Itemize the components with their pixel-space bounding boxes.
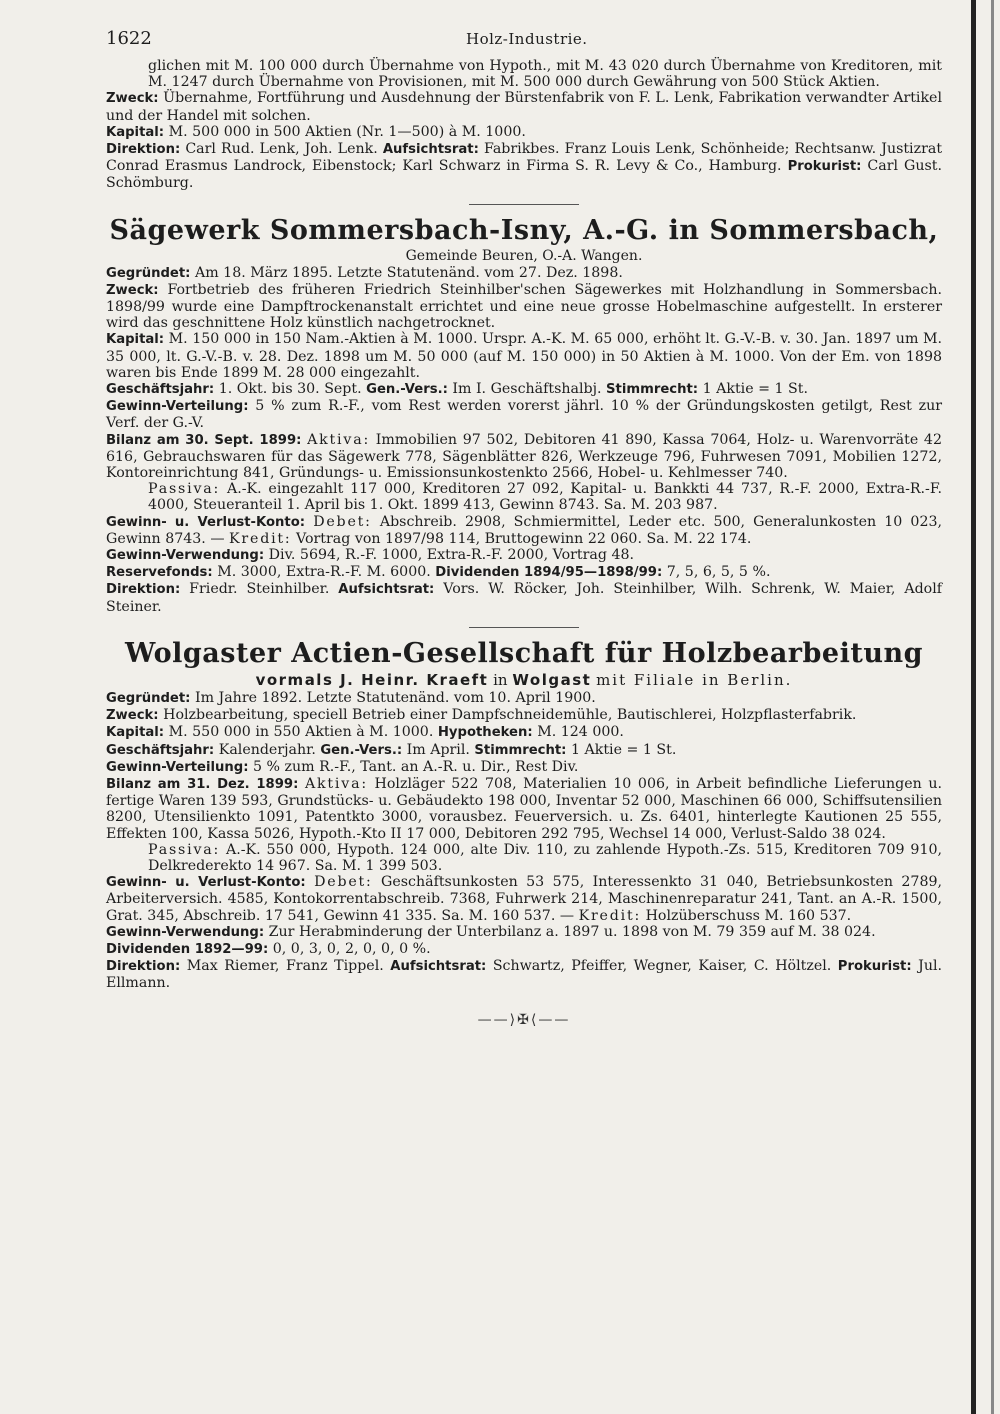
section-divider (469, 627, 579, 628)
entry-kapital: Kapital: M. 150 000 in 150 Nam.-Aktien à M. 1000. Urspr. A.-K. M. 65 000, erhöht lt. G.-V.-B. v. 30. Jan. 1897 um M. 35 000, lt. G.-V.-B. v. 28. Dez. 1898 um M. 50 000 (auf M. 150 000) in 50 Aktien à M. 1000. Von der Em. von 1898 waren bis Ende 1899 M. 28 000 eingezahlt. (106, 331, 943, 381)
end-ornament: ——⟩✠⟨—— (477, 1011, 571, 1028)
entry-direktion: Direktion: Friedr. Steinhilber. Aufsichtsrat: Vors. W. Röcker, Joh. Steinhilber, Wilh. Schrenk, W. Maier, Adolf Steiner. (106, 581, 943, 615)
company-subtitle: vormals J. Heinr. Kraeft in Wolgast mit Filiale in Berlin. (255, 670, 793, 689)
entry-bilanz-passiva: Passiva: A.-K. 550 000, Hypoth. 124 000, alte Div. 110, zu zahlende Hypoth.-Zs. 515, Kreditoren 709 910, Delkrederekto 14 967. Sa. M. 1 399 503. (148, 841, 943, 874)
entry-gewinn-verlust: Gewinn- u. Verlust-Konto: Debet: Abschreib. 2908, Schmiermittel, Leder etc. 500, Generalunkosten 10 023, Gewinn 8743. — Kredit: Vortrag von 1897/98 114, Bruttogewinn 22 060. Sa. M. 22 174. (106, 513, 943, 547)
entry-direktion: Direktion: Carl Rud. Lenk, Joh. Lenk. Aufsichtsrat: Fabrikbes. Franz Louis Lenk, Schönheide; Rechtsanw. Justizrat Conrad Erasmus Landrock, Eibenstock; Karl Schwarz in Firma S. R. Levy & Co., Hamburg. Prokurist: Carl Gust. Schömburg. (106, 141, 943, 192)
entry-reservefonds: Reservefonds: M. 3000, Extra-R.-F. M. 6000. Dividenden 1894/95—1898/99: 7, 5, 6, 5, 5 %. (106, 564, 771, 581)
document-page (106, 28, 942, 1028)
entry-gewinn-verteilung: Gewinn-Verteilung: 5 % zum R.-F., vom Rest werden vorerst jährl. 10 % der Gründungskosten getilgt, Rest zur Verf. der G.-V. (106, 398, 942, 432)
entry-gegruendet: Gegründet: Im Jahre 1892. Letzte Statutenänd. vom 10. April 1900. (106, 689, 596, 706)
entry-kapital: Kapital: M. 550 000 in 550 Aktien à M. 1000. Hypotheken: M. 124 000. (106, 724, 624, 741)
continuation-text: glichen mit M. 100 000 durch Übernahme von Hypoth., mit M. 43 020 durch Übernahme von Kreditoren, mit M. 1247 durch Übernahme von Provisionen, mit M. 500 000 durch Gewährung von 500 Stück Aktien. (148, 58, 942, 91)
entry-kapital: Kapital: M. 500 000 in 500 Aktien (Nr. 1—500) à M. 1000. (106, 123, 526, 140)
entry-geschaeftsjahr: Geschäftsjahr: Kalenderjahr. Gen.-Vers.: Im April. Stimmrecht: 1 Aktie = 1 St. (106, 741, 677, 758)
running-head: Holz-Industrie. (466, 30, 588, 48)
page-edge-shadow (971, 0, 976, 1414)
entry-wolgaster (106, 638, 942, 992)
company-title: Sägewerk Sommersbach-Isny, A.-G. in Sommersbach, (109, 214, 939, 246)
entry-zweck: Zweck: Übernahme, Fortführung und Ausdehnung der Bürstenfabrik von F. L. Lenk, Fabrikation verwandter Artikel und der Handel mit solchen. (106, 90, 942, 124)
entry-bilanz-aktiva: Bilanz am 30. Sept. 1899: Aktiva: Immobilien 97 502, Debitoren 41 890, Kassa 7064, Holz- u. Warenvorräte 42 616, Gebrauchswaren für das Sägewerk 778, Sägenblätter 826, Werkzeuge 796, Fuhrwesen 7091, Mobilien 1272, Kontoreinrichtung 841, Gründungs- u. Emissionsunkostenkto 2566, Hobel- u. Kehlmesser 740. (106, 431, 942, 482)
entry-saegewerk (106, 215, 942, 615)
section-divider (469, 204, 579, 205)
entry-gegruendet: Gegründet: Am 18. März 1895. Letzte Statutenänd. vom 27. Dez. 1898. (106, 264, 623, 281)
entry-bilanz-passiva: Passiva: A.-K. eingezahlt 117 000, Kreditoren 27 092, Kapital- u. Bankkti 44 737, R.-F. 2000, Extra-R.-F. 4000, Steueranteil 1. April bis 1. Okt. 1899 413, Gewinn 8743. Sa. M. 203 987. (148, 481, 942, 514)
page-edge-line (991, 0, 994, 1414)
entry-direktion: Direktion: Max Riemer, Franz Tippel. Aufsichtsrat: Schwartz, Pfeiffer, Wegner, Kaiser, C. Höltzel. Prokurist: Jul. Ellmann. (106, 958, 943, 992)
entry-geschaeftsjahr: Geschäftsjahr: 1. Okt. bis 30. Sept. Gen.-Vers.: Im I. Geschäftshalbj. Stimmrecht: 1 Aktie = 1 St. (106, 381, 808, 398)
entry-gewinn-verwendung: Gewinn-Verwendung: Zur Herabminderung der Unterbilanz a. 1897 u. 1898 von M. 79 359 auf M. 38 024. (106, 923, 876, 940)
entry-bilanz-aktiva: Bilanz am 31. Dez. 1899: Aktiva: Holzläger 522 708, Materialien 10 006, in Arbeit befindliche Lieferungen u. fertige Waren 139 593, Grundstücks- u. Gebäudekto 198 000, Inventar 52 000, Maschinen 66 000, Schiffsutensilien 8200, Utensilienkto 1091, Patentkto 3000, vorausbez. Feuerversich. u. Zs. 6401, hinterlegte Kautionen 25 555, Effekten 100, Kassa 5026, Hypoth.-Kto II 17 000, Debitoren 292 795, Wechsel 14 000, Verlust-Saldo 38 024. (106, 775, 942, 842)
company-title: Wolgaster Actien-Gesellschaft für Holzbearbeitung (125, 637, 923, 669)
page-header (106, 28, 942, 58)
entry-dividenden: Dividenden 1892—99: 0, 0, 3, 0, 2, 0, 0, 0 %. (106, 940, 431, 957)
entry-gewinn-verwendung: Gewinn-Verwendung: Div. 5694, R.-F. 1000, Extra-R.-F. 2000, Vortrag 48. (106, 547, 635, 564)
entry-gewinn-verteilung: Gewinn-Verteilung: 5 % zum R.-F., Tant. an A.-R. u. Dir., Rest Div. (106, 758, 579, 775)
entry-zweck: Zweck: Holzbearbeitung, speciell Betrieb einer Dampfschneidemühle, Bautischlerei, Holzpflasterfabrik. (106, 707, 857, 724)
entry-zweck: Zweck: Fortbetrieb des früheren Friedrich Steinhilber'schen Sägewerkes mit Holzhandlung in Sommersbach. 1898/99 wurde eine Dampftrockenanstalt errichtet und eine neue grosse Hobelmaschine aufgestellt. In ersterer wird das geschnittene Holz künstlich nachgetrocknet. (106, 281, 942, 332)
entry-continuation (106, 58, 942, 192)
company-subtitle: Gemeinde Beuren, O.-A. Wangen. (405, 247, 643, 264)
entry-gewinn-verlust: Gewinn- u. Verlust-Konto: Debet: Geschäftsunkosten 53 575, Interessenkto 31 040, Betriebsunkosten 2789, Arbeiterversich. 4585, Kontokorrentabschreib. 7368, Fuhrwerk 214, Maschinenreparatur 241, Tant. an A.-R. 1500, Grat. 345, Abschreib. 17 541, Gewinn 41 335. Sa. M. 160 537. — Kredit: Holzüberschuss M. 160 537. (106, 874, 943, 924)
page-number: 1622 (106, 28, 152, 49)
